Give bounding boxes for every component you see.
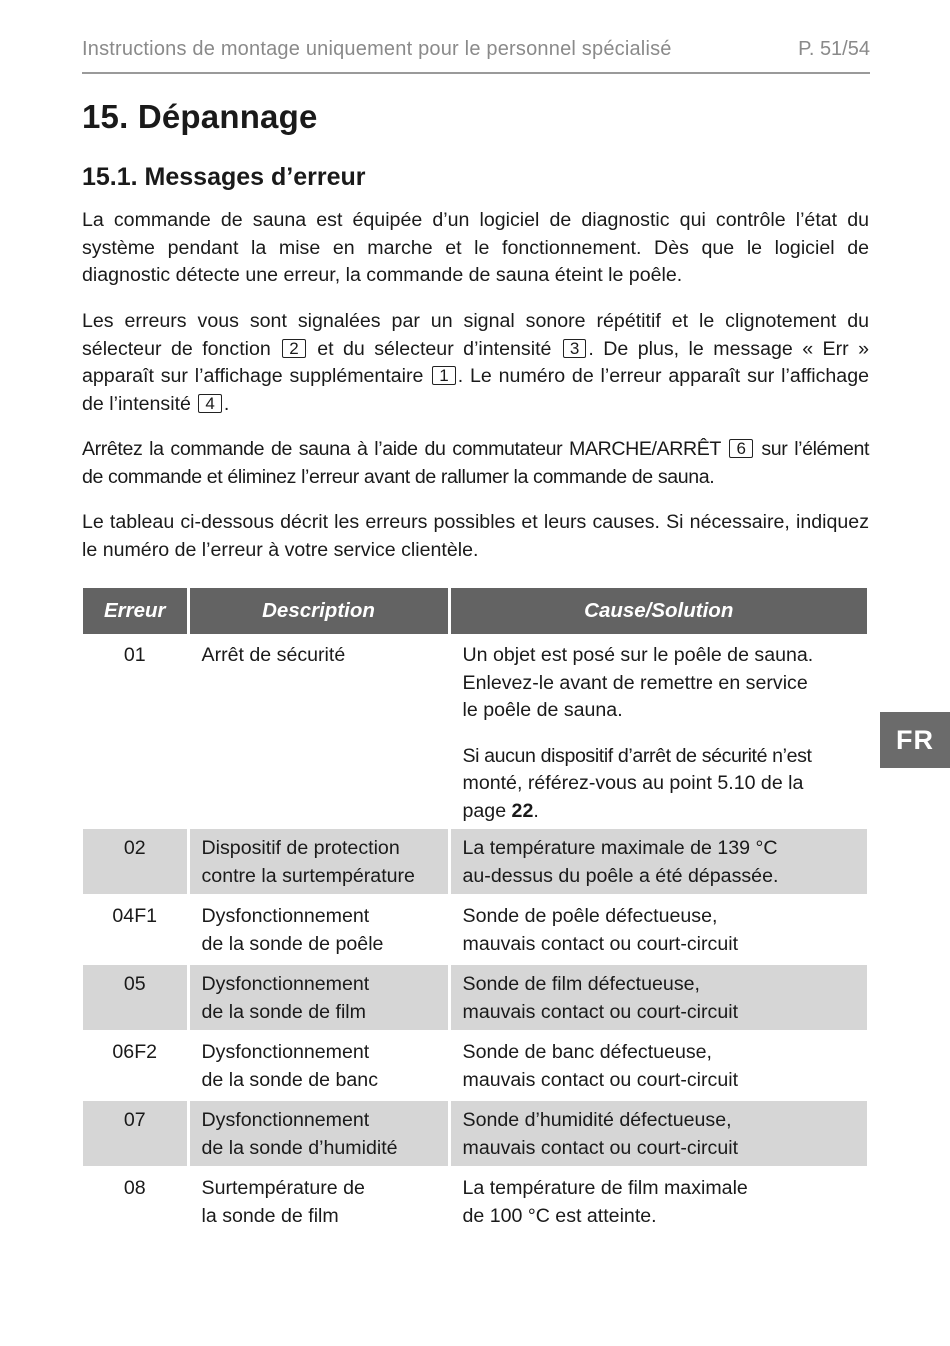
description-line: Dysfonctionnement xyxy=(201,973,370,995)
cause-line: Un objet est posé sur le poêle de sauna. xyxy=(462,644,814,666)
cause-line: mauvais contact ou court-circuit xyxy=(462,932,739,955)
error-description xyxy=(188,1100,449,1168)
error-cause xyxy=(449,964,867,1032)
description-line: la sonde de film xyxy=(201,1204,339,1227)
error-description xyxy=(188,829,449,896)
table-row xyxy=(83,1032,867,1100)
error-cause xyxy=(449,634,867,829)
function-selector-ref: 2 xyxy=(282,339,305,358)
cause-line: Sonde de banc défectueuse, xyxy=(462,1041,712,1063)
language-tab: FR xyxy=(880,712,950,768)
text-segment: . xyxy=(533,799,539,822)
error-cause xyxy=(449,1168,867,1235)
error-code: 05 xyxy=(83,964,188,1032)
cause-line: Si aucun dispositif d’arrêt de sécurité n’est xyxy=(462,744,812,767)
description-line: Dysfonctionnement xyxy=(201,905,370,927)
cause-line: Sonde de film défectueuse, xyxy=(462,973,700,995)
error-code: 02 xyxy=(83,829,188,896)
description-line: Dysfonctionnement xyxy=(201,1109,370,1131)
intro-paragraph: La commande de sauna est équipée d’un logiciel de diagnostic qui contrôle l’état du système pendant la mise en marche et le fonctionnement. Dès que le logiciel de diagnostic détecte une erreur, la commande de sauna éteint le poêle. xyxy=(82,209,869,286)
page-header xyxy=(82,38,870,74)
table-intro-paragraph: Le tableau ci-dessous décrit les erreurs possibles et leurs causes. Si nécessaire, indiquez le numéro de l’erreur à votre service clientèle. xyxy=(82,511,869,561)
cause-line: La température maximale de 139 °C xyxy=(462,837,778,859)
error-code: 08 xyxy=(83,1168,188,1235)
table-header-row xyxy=(83,588,867,634)
error-code: 01 xyxy=(83,634,188,829)
error-code: 06F2 xyxy=(83,1032,188,1100)
header-description: Description xyxy=(188,588,449,634)
description-line: contre la surtempérature xyxy=(201,864,415,887)
error-cause xyxy=(449,829,867,896)
error-table xyxy=(83,588,867,1234)
description-line: Dysfonctionnement xyxy=(201,1041,370,1063)
cause-line: mauvais contact ou court-circuit xyxy=(462,1000,739,1023)
section-title: 15. Dépannage xyxy=(82,98,318,135)
error-description xyxy=(188,896,449,964)
text-segment: sur l’élément de commande et éliminez l’erreur avant de rallumer la commande de sauna. xyxy=(82,438,870,488)
description-line: de la sonde de banc xyxy=(201,1068,378,1091)
cause-line: La température de film maximale xyxy=(462,1177,748,1199)
text-segment: . xyxy=(223,392,230,415)
table-row xyxy=(83,964,867,1032)
error-cause xyxy=(449,1032,867,1100)
error-code: 04F1 xyxy=(83,896,188,964)
description-line: de la sonde de film xyxy=(201,1000,366,1023)
description-line: Arrêt de sécurité xyxy=(201,644,346,666)
intensity-display-ref: 4 xyxy=(198,394,221,413)
cause-line: Sonde d’humidité défectueuse, xyxy=(462,1109,732,1131)
subsection-title: 15.1. Messages d’erreur xyxy=(82,163,366,191)
description-line: de la sonde de poêle xyxy=(201,932,384,955)
on-off-switch-ref: 6 xyxy=(729,439,752,458)
table-row xyxy=(83,1100,867,1168)
description-line: de la sonde d’humidité xyxy=(201,1136,398,1159)
text-segment: Arrêtez la commande de sauna à l’aide du commutateur MARCHE/ARRÊT xyxy=(82,438,721,460)
cause-line: monté, référez-vous au point 5.10 de la xyxy=(462,772,804,794)
text-segment: Les erreurs vous sont signalées par un signal sonore répétitif et le clignotement du sélecteur de fonction xyxy=(82,310,869,360)
error-signal-paragraph xyxy=(82,308,869,418)
cause-line: au-dessus du poêle a été dépassée. xyxy=(462,864,779,887)
intensity-selector-ref: 3 xyxy=(563,339,586,358)
page-number: P. 51/54 xyxy=(798,38,870,60)
cause-line xyxy=(463,798,856,826)
table-row xyxy=(83,896,867,964)
error-description xyxy=(188,1032,449,1100)
cause-line: mauvais contact ou court-circuit xyxy=(462,1136,739,1159)
additional-display-ref: 1 xyxy=(432,366,455,385)
text-segment: . Le numéro de l’erreur apparaît sur l’affichage de l’intensité xyxy=(82,365,869,415)
header-error: Erreur xyxy=(83,588,188,634)
header-cause-solution: Cause/Solution xyxy=(449,588,867,634)
cause-line: Enlevez-le avant de remettre en service xyxy=(462,671,808,694)
text-segment: et du sélecteur d’intensité xyxy=(317,337,552,360)
cause-line: de 100 °C est atteinte. xyxy=(462,1204,657,1227)
page-reference: 22 xyxy=(511,799,534,822)
error-description xyxy=(188,964,449,1032)
error-cause xyxy=(449,1100,867,1168)
error-cause xyxy=(449,896,867,964)
header-title: Instructions de montage uniquement pour le personnel spécialisé xyxy=(82,38,672,60)
error-description xyxy=(188,634,449,829)
switch-off-paragraph xyxy=(82,436,869,491)
table-row xyxy=(83,1168,867,1235)
text-segment: page xyxy=(462,799,512,822)
cause-line: mauvais contact ou court-circuit xyxy=(462,1068,739,1091)
cause-line: Sonde de poêle défectueuse, xyxy=(462,905,718,927)
spacer xyxy=(463,725,856,743)
cause-line: le poêle de sauna. xyxy=(462,699,623,721)
table-row xyxy=(83,634,867,829)
error-code: 07 xyxy=(83,1100,188,1168)
text-segment: . De plus, le message « Err » apparaît sur l’affichage supplémentaire xyxy=(82,337,870,387)
description-line: Dispositif de protection xyxy=(201,837,400,859)
table-row xyxy=(83,829,867,896)
error-description xyxy=(188,1168,449,1235)
description-line: Surtempérature de xyxy=(201,1177,365,1199)
